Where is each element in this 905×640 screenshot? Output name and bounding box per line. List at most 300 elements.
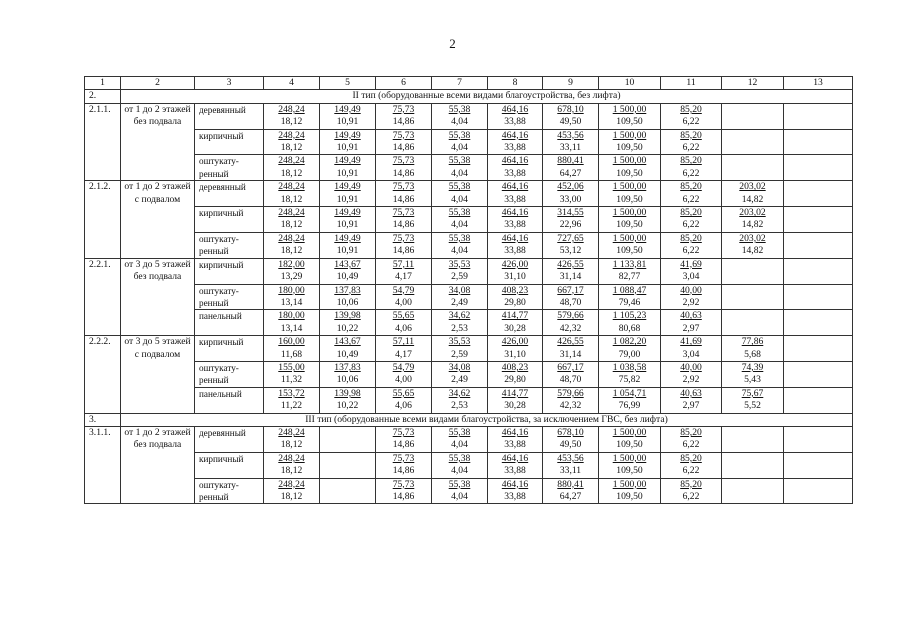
- value-cell: [376, 361, 432, 387]
- value-cell: [264, 387, 320, 413]
- value-top: 75,73: [392, 103, 415, 115]
- value-top: 180,00: [278, 310, 305, 322]
- group-number: 2.1.2.: [85, 181, 121, 258]
- value-cell: [320, 478, 376, 504]
- value-top: 1 500,00: [612, 478, 647, 490]
- value-top: 54,79: [392, 284, 415, 296]
- value-bottom: [785, 219, 851, 231]
- table-row: [85, 129, 853, 155]
- value-cell: [432, 387, 488, 413]
- value-top: 85,20: [680, 426, 702, 438]
- value-top: [723, 310, 782, 322]
- material-cell: кирпичный: [195, 207, 264, 233]
- value-bottom: 6,22: [682, 219, 700, 231]
- value-cell: [376, 452, 432, 478]
- value-top: 75,73: [392, 478, 415, 490]
- value-top: 180,00: [278, 284, 305, 296]
- value-cell: [320, 181, 376, 207]
- value-cell: [376, 207, 432, 233]
- value-bottom: [785, 297, 851, 309]
- value-top: [723, 259, 782, 271]
- value-top: 248,24: [278, 103, 305, 115]
- value-cell: [543, 478, 599, 504]
- value-top: 880,41: [557, 155, 584, 167]
- value-bottom: 18,12: [280, 116, 303, 128]
- value-cell: [784, 155, 853, 181]
- value-bottom: [321, 465, 374, 477]
- material-cell: деревянный: [195, 426, 264, 452]
- value-cell: [599, 103, 661, 129]
- value-bottom: 33,88: [504, 193, 526, 205]
- section-number: 3.: [85, 413, 121, 426]
- value-top: [723, 427, 782, 439]
- value-top: 452,06: [557, 181, 584, 193]
- header-cell: 13: [784, 77, 853, 90]
- value-bottom: 4,17: [395, 271, 412, 283]
- value-top: 160,00: [278, 336, 305, 348]
- value-top: 453,56: [557, 452, 584, 464]
- value-bottom: 6,22: [682, 167, 700, 179]
- value-bottom: 33,88: [504, 116, 526, 128]
- table-row: [85, 155, 853, 181]
- value-top: 55,38: [448, 155, 471, 167]
- value-cell: [264, 310, 320, 336]
- value-cell: [264, 181, 320, 207]
- value-cell: [264, 207, 320, 233]
- value-cell: [264, 232, 320, 258]
- value-cell: [264, 478, 320, 504]
- table-row: [85, 232, 853, 258]
- value-cell: [661, 284, 722, 310]
- value-cell: [784, 284, 853, 310]
- value-top: [785, 130, 851, 142]
- value-bottom: 2,53: [451, 322, 468, 334]
- header-cell: 8: [488, 77, 543, 90]
- value-bottom: 6,22: [682, 116, 700, 128]
- value-cell: [784, 452, 853, 478]
- value-cell: [432, 284, 488, 310]
- value-top: 1 088,47: [612, 284, 647, 296]
- header-cell: 4: [264, 77, 320, 90]
- value-top: 464,16: [501, 155, 529, 167]
- value-top: 1 500,00: [612, 452, 647, 464]
- value-top: 55,38: [448, 129, 471, 141]
- value-bottom: [723, 168, 782, 180]
- value-cell: [661, 310, 722, 336]
- value-top: 248,24: [278, 452, 305, 464]
- value-bottom: 3,04: [682, 271, 700, 283]
- value-bottom: 33,88: [504, 219, 526, 231]
- value-bottom: 4,00: [395, 296, 412, 308]
- value-bottom: 14,86: [392, 193, 415, 205]
- value-cell: [264, 336, 320, 362]
- value-top: [321, 427, 374, 439]
- value-cell: [376, 387, 432, 413]
- material-cell: оштукату-ренный: [195, 232, 264, 258]
- value-cell: [488, 452, 543, 478]
- value-top: 139,98: [334, 387, 361, 399]
- value-top: 77,86: [741, 336, 764, 348]
- value-top: 1 054,71: [612, 387, 647, 399]
- value-bottom: 4,04: [451, 465, 468, 477]
- value-cell: [376, 426, 432, 452]
- value-bottom: [785, 465, 851, 477]
- value-cell: [661, 452, 722, 478]
- value-bottom: 33,88: [504, 167, 526, 179]
- value-cell: [432, 207, 488, 233]
- value-top: 35,53: [448, 336, 471, 348]
- value-bottom: [723, 491, 782, 503]
- value-top: [785, 362, 851, 374]
- value-top: 453,56: [557, 129, 584, 141]
- value-bottom: 4,00: [395, 374, 412, 386]
- value-cell: [264, 361, 320, 387]
- value-bottom: 18,12: [280, 439, 303, 451]
- value-top: 75,73: [392, 452, 415, 464]
- value-top: 426,55: [557, 336, 584, 348]
- value-cell: [722, 103, 784, 129]
- value-top: 85,20: [680, 478, 702, 490]
- value-top: 75,73: [392, 207, 415, 219]
- value-cell: [488, 258, 543, 284]
- value-bottom: 10,91: [336, 116, 359, 128]
- group-label: от 1 до 2 этажей без подвала: [121, 103, 195, 180]
- value-cell: [599, 284, 661, 310]
- value-top: 667,17: [557, 361, 584, 373]
- value-bottom: 2,92: [682, 374, 700, 386]
- value-cell: [661, 426, 722, 452]
- value-cell: [661, 103, 722, 129]
- value-top: 85,20: [680, 207, 702, 219]
- value-bottom: 2,53: [451, 400, 468, 412]
- value-bottom: [723, 142, 782, 154]
- table-row: [85, 426, 853, 452]
- value-cell: [376, 336, 432, 362]
- value-bottom: 18,12: [280, 219, 303, 231]
- value-bottom: 29,80: [504, 296, 526, 308]
- value-top: 248,24: [278, 155, 305, 167]
- value-top: 464,16: [501, 478, 529, 490]
- value-top: 1 500,00: [612, 232, 647, 244]
- value-bottom: 6,22: [682, 142, 700, 154]
- value-cell: [320, 232, 376, 258]
- value-cell: [599, 181, 661, 207]
- header-cell: 12: [722, 77, 784, 90]
- value-cell: [543, 103, 599, 129]
- value-bottom: 2,59: [451, 271, 468, 283]
- value-bottom: 33,00: [559, 193, 582, 205]
- group-label: от 1 до 2 этажей без подвала: [121, 426, 195, 503]
- value-top: [723, 155, 782, 167]
- value-bottom: 3,04: [682, 348, 700, 360]
- value-bottom: 14,86: [392, 116, 415, 128]
- value-bottom: [723, 323, 782, 335]
- value-top: 464,16: [501, 232, 529, 244]
- value-bottom: 80,68: [618, 322, 641, 334]
- value-bottom: [785, 349, 851, 361]
- value-cell: [432, 181, 488, 207]
- value-cell: [661, 232, 722, 258]
- value-cell: [599, 387, 661, 413]
- value-cell: [543, 361, 599, 387]
- value-bottom: 10,22: [336, 400, 359, 412]
- value-bottom: 79,46: [618, 296, 641, 308]
- value-bottom: 6,22: [682, 193, 700, 205]
- value-top: 248,24: [278, 478, 305, 490]
- value-cell: [320, 284, 376, 310]
- value-top: 85,20: [680, 103, 702, 115]
- value-top: 139,98: [334, 310, 361, 322]
- value-top: 727,65: [557, 232, 584, 244]
- value-bottom: 13,14: [280, 322, 303, 334]
- value-cell: [543, 426, 599, 452]
- value-bottom: [785, 374, 851, 386]
- value-bottom: 109,50: [616, 142, 643, 154]
- value-bottom: 14,86: [392, 465, 415, 477]
- value-top: 314,55: [557, 207, 584, 219]
- value-top: 40,00: [680, 361, 702, 373]
- value-bottom: [723, 271, 782, 283]
- table-row: [85, 336, 853, 362]
- value-cell: [722, 387, 784, 413]
- material-cell: деревянный: [195, 103, 264, 129]
- value-bottom: 11,32: [280, 374, 303, 386]
- group-number: 2.2.2.: [85, 336, 121, 413]
- value-top: 464,16: [501, 181, 529, 193]
- value-cell: [543, 336, 599, 362]
- value-top: 40,63: [680, 310, 702, 322]
- value-bottom: 4,06: [395, 400, 412, 412]
- value-top: 579,66: [557, 387, 584, 399]
- value-cell: [722, 478, 784, 504]
- value-top: [321, 453, 374, 465]
- value-top: [785, 155, 851, 167]
- value-cell: [722, 452, 784, 478]
- value-cell: [784, 361, 853, 387]
- value-bottom: 2,97: [682, 322, 700, 334]
- value-top: 137,83: [334, 361, 361, 373]
- value-cell: [320, 155, 376, 181]
- value-bottom: 10,49: [336, 348, 359, 360]
- value-bottom: 109,50: [616, 491, 643, 502]
- value-cell: [722, 155, 784, 181]
- value-top: [785, 388, 851, 400]
- value-cell: [543, 310, 599, 336]
- header-cell: 2: [121, 77, 195, 90]
- value-bottom: 10,22: [336, 322, 359, 334]
- group-label: от 1 до 2 этажей с подвалом: [121, 181, 195, 258]
- material-cell: кирпичный: [195, 336, 264, 362]
- value-cell: [661, 155, 722, 181]
- value-bottom: 109,50: [616, 167, 643, 179]
- value-bottom: 18,12: [280, 245, 303, 257]
- value-top: 464,16: [501, 207, 529, 219]
- value-top: 41,69: [680, 258, 702, 270]
- value-cell: [432, 361, 488, 387]
- value-top: 55,65: [392, 387, 415, 399]
- value-top: 55,38: [448, 103, 471, 115]
- value-bottom: 109,50: [616, 465, 643, 477]
- value-top: 203,02: [739, 207, 766, 219]
- value-top: 182,00: [278, 258, 305, 270]
- value-cell: [488, 232, 543, 258]
- value-cell: [599, 207, 661, 233]
- value-cell: [722, 284, 784, 310]
- page-number: 2: [449, 36, 456, 51]
- value-bottom: 33,88: [504, 245, 526, 257]
- value-bottom: [785, 245, 851, 257]
- value-cell: [264, 103, 320, 129]
- section-title: II тип (оборудованные всеми видами благоустройства, без лифта): [121, 90, 853, 103]
- value-bottom: [785, 323, 851, 335]
- value-top: 408,23: [501, 284, 529, 296]
- value-cell: [722, 129, 784, 155]
- value-bottom: 18,12: [280, 491, 303, 502]
- value-cell: [599, 129, 661, 155]
- value-top: 85,20: [680, 452, 702, 464]
- value-top: 55,38: [448, 426, 471, 438]
- value-top: 149,49: [334, 181, 361, 193]
- value-top: 75,67: [741, 387, 764, 399]
- value-top: [785, 207, 851, 219]
- value-cell: [722, 426, 784, 452]
- group-number: 2.2.1.: [85, 258, 121, 335]
- value-bottom: [785, 116, 851, 128]
- value-cell: [661, 181, 722, 207]
- header-row: [85, 77, 853, 90]
- value-top: 1 500,00: [612, 129, 647, 141]
- value-cell: [543, 181, 599, 207]
- value-top: [321, 479, 374, 491]
- value-top: 75,73: [392, 129, 415, 141]
- value-cell: [320, 207, 376, 233]
- value-cell: [488, 310, 543, 336]
- value-bottom: [785, 168, 851, 180]
- value-bottom: 48,70: [559, 374, 582, 386]
- value-cell: [661, 336, 722, 362]
- table-row: [85, 258, 853, 284]
- table-row: [85, 478, 853, 504]
- value-top: 579,66: [557, 310, 584, 322]
- value-cell: [543, 258, 599, 284]
- value-cell: [376, 258, 432, 284]
- value-top: [785, 181, 851, 193]
- value-cell: [488, 361, 543, 387]
- value-bottom: 13,14: [280, 296, 303, 308]
- material-cell: кирпичный: [195, 129, 264, 155]
- value-top: 57,11: [392, 336, 415, 348]
- group-label: от 3 до 5 этажей с подвалом: [121, 336, 195, 413]
- value-bottom: [785, 142, 851, 154]
- value-bottom: 6,22: [682, 465, 700, 477]
- header-cell: 7: [432, 77, 488, 90]
- value-cell: [599, 478, 661, 504]
- header-cell: 11: [661, 77, 722, 90]
- value-top: 1 038,58: [612, 361, 647, 373]
- value-bottom: 14,82: [741, 193, 764, 205]
- value-bottom: [321, 491, 374, 503]
- value-top: 248,24: [278, 181, 305, 193]
- value-top: 155,00: [278, 361, 305, 373]
- section-number: 2.: [85, 90, 121, 103]
- value-bottom: 5,52: [744, 400, 761, 412]
- value-bottom: 5,43: [744, 374, 761, 386]
- value-bottom: 10,49: [336, 271, 359, 283]
- value-top: [785, 310, 851, 322]
- value-top: [785, 104, 851, 116]
- value-bottom: 4,04: [451, 142, 468, 154]
- value-bottom: [785, 400, 851, 412]
- value-cell: [432, 129, 488, 155]
- value-cell: [488, 181, 543, 207]
- material-cell: деревянный: [195, 181, 264, 207]
- value-bottom: 2,49: [451, 374, 468, 386]
- table-row: [85, 387, 853, 413]
- value-bottom: 6,22: [682, 245, 700, 257]
- section-row: [85, 413, 853, 426]
- value-top: 667,17: [557, 284, 584, 296]
- value-top: 1 500,00: [612, 181, 647, 193]
- value-bottom: 31,14: [559, 271, 582, 283]
- header-cell: 5: [320, 77, 376, 90]
- value-bottom: [723, 116, 782, 128]
- value-top: 149,49: [334, 103, 361, 115]
- table-row: [85, 284, 853, 310]
- value-top: 149,49: [334, 155, 361, 167]
- value-top: 248,24: [278, 426, 305, 438]
- value-top: 55,38: [448, 452, 471, 464]
- group-number: 3.1.1.: [85, 426, 121, 503]
- value-top: 75,73: [392, 232, 415, 244]
- value-top: 1 500,00: [612, 426, 647, 438]
- table-row: [85, 452, 853, 478]
- value-top: [785, 233, 851, 245]
- value-cell: [661, 478, 722, 504]
- value-bottom: 109,50: [616, 219, 643, 231]
- value-bottom: 30,28: [504, 322, 526, 334]
- material-cell: панельный: [195, 310, 264, 336]
- value-cell: [784, 478, 853, 504]
- value-cell: [376, 103, 432, 129]
- value-bottom: 14,86: [392, 167, 415, 179]
- value-cell: [784, 181, 853, 207]
- material-cell: кирпичный: [195, 258, 264, 284]
- value-cell: [599, 155, 661, 181]
- value-bottom: 49,50: [559, 116, 582, 128]
- value-cell: [543, 155, 599, 181]
- value-top: 55,38: [448, 207, 471, 219]
- value-top: 85,20: [680, 232, 702, 244]
- value-top: 55,38: [448, 181, 471, 193]
- value-bottom: 6,22: [682, 491, 700, 502]
- value-cell: [264, 284, 320, 310]
- value-bottom: 31,14: [559, 348, 582, 360]
- value-bottom: 64,27: [559, 167, 582, 179]
- value-bottom: 30,28: [504, 400, 526, 412]
- value-top: 203,02: [739, 181, 766, 193]
- value-cell: [599, 361, 661, 387]
- value-cell: [784, 103, 853, 129]
- value-cell: [376, 232, 432, 258]
- header-cell: 10: [599, 77, 661, 90]
- value-bottom: [723, 439, 782, 451]
- value-cell: [661, 387, 722, 413]
- value-bottom: 14,86: [392, 245, 415, 257]
- value-top: 55,38: [448, 232, 471, 244]
- value-top: 34,08: [448, 284, 471, 296]
- value-top: 464,16: [501, 452, 529, 464]
- value-cell: [599, 336, 661, 362]
